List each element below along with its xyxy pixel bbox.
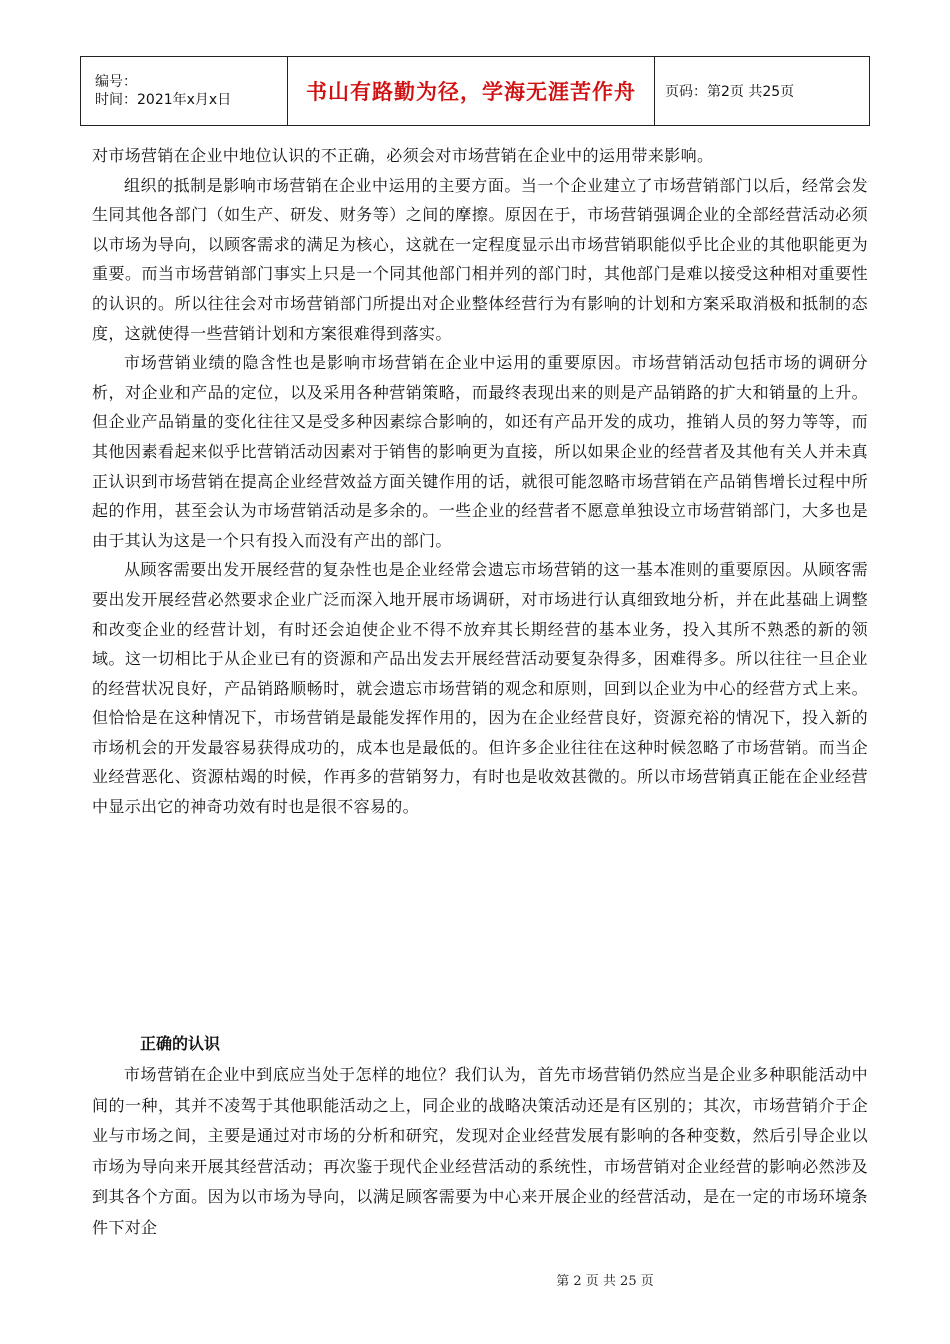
paragraph: 从顾客需要出发开展经营的复杂性也是企业经常会遗忘市场营销的这一基本准则的重要原因。从顾客需要出发开展经营必然要求企业广泛而深入地开展市场调研，对市场进行认真细致地分析，并在此基础上调整和改变企业的经营计划，有时还会迫使企业不得不放弃其长期经营的基本业务，投入其所不熟悉的新的领域。这一切相比于从企业已有的资源和产品出发去开展经营活动要复杂得多，困难得多。所以往往一旦企业的经营状况良好，产品销路顺畅时，就会遗忘市场营销的观念和原则，回到以企业为中心的经营方式上来。但恰恰是在这种情况下，市场营销是最能发挥作用的，因为在企业经营良好，资源充裕的情况下，投入新的市场机会的开发最容易获得成功的，成本也是最低的。但许多企业往往在这种时候忽略了市场营销。而当企业经营恶化、资源枯竭的时候，作再多的营销努力，有时也是收效甚微的。所以市场营销真正能在企业经营中显示出它的神奇功效有时也是很不容易的。 (92, 560, 868, 817)
paragraph: 对市场营销在企业中地位认识的不正确，必须会对市场营销在企业中的运用带来影响。 (92, 146, 714, 165)
body-text (92, 141, 868, 822)
section-body (92, 1060, 868, 1243)
page-footer: 第 2 页 共 25 页 (556, 1274, 654, 1289)
header-motto: 书山有路勤为径，学海无涯苦作舟 (288, 57, 655, 126)
doc-time-label: 时间：2021年x月x日 (95, 92, 232, 108)
paragraph: 组织的抵制是影响市场营销在企业中运用的主要方面。当一个企业建立了市场营销部门以后，经常会发生同其他各部门（如生产、研发、财务等）之间的摩擦。原因在于，市场营销强调企业的全部经营活动必须以市场为导向，以顾客需求的满足为核心，这就在一定程度显示出市场营销职能似乎比企业的其他职能更为重要。而当市场营销部门事实上只是一个同其他部门相并列的部门时，其他部门是难以接受这种相对重要性的认识的。所以往往会对市场营销部门所提出对企业整体经营行为有影响的计划和方案采取消极和抵制的态度，这就使得一些营销计划和方案很难得到落实。 (92, 175, 868, 343)
paragraph: 市场营销业绩的隐含性也是影响市场营销在企业中运用的重要原因。市场营销活动包括市场的调研分析，对企业和产品的定位，以及采用各种营销策略，而最终表现出来的则是产品销路的扩大和销量的上升。但企业产品销量的变化往往又是受多种因素综合影响的，如还有产品开发的成功，推销人员的努力等等，而其他因素看起来似乎比营销活动因素对于销售的影响更为直接，所以如果企业的经营者及其他有关人并未真正认识到市场营销在提高企业经营效益方面关键作用的话，就很可能忽略市场营销在产品销售增长过程中所起的作用，甚至会认为市场营销活动是多余的。一些企业的经营者不愿意单独设立市场营销部门，大多也是由于其认为这是一个只有投入而没有产出的部门。 (92, 353, 868, 550)
section-heading: 正确的认识 (140, 1034, 221, 1053)
paragraph: 市场营销在企业中到底应当处于怎样的地位？我们认为，首先市场营销仍然应当是企业多种职能活动中间的一种，其并不凌驾于其他职能活动之上，同企业的战略决策活动还是有区别的；其次，市场营销介于企业与市场之间，主要是通过对市场的分析和研究，发现对企业经营发展有影响的各种变数，然后引导企业以市场为导向来开展其经营活动；再次鉴于现代企业经营活动的系统性，市场营销对企业经营的影响必然涉及到其各个方面。因为以市场为导向，以满足顾客需要为中心来开展企业的经营活动，是在一定的市场环境条件下对企 (92, 1065, 868, 1237)
doc-code-label: 编号： (95, 74, 137, 90)
header-meta-cell (81, 57, 288, 126)
header-page-info: 页码：第2页 共25页 (655, 57, 870, 126)
page-header (80, 56, 870, 126)
